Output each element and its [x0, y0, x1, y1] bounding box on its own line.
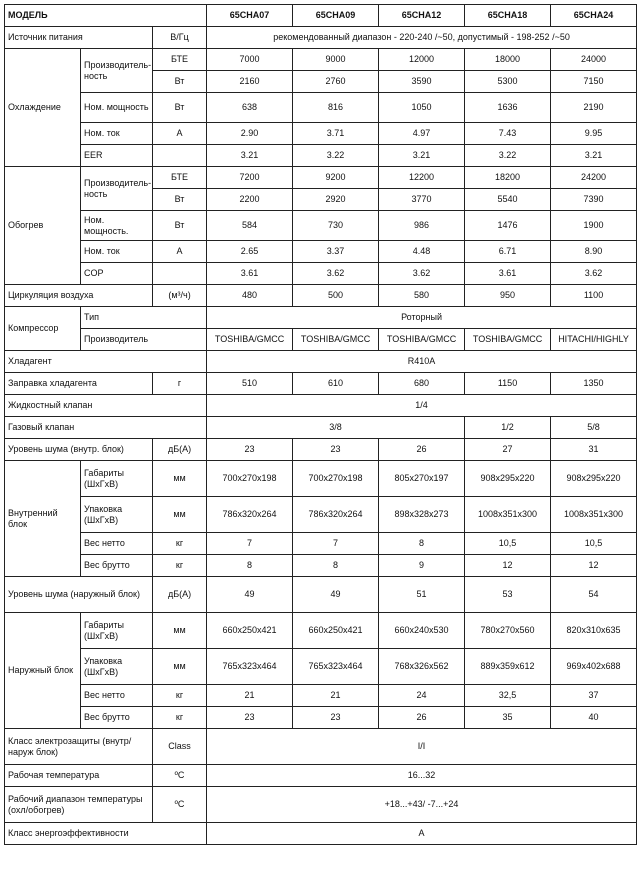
unit-cell: кг: [153, 533, 207, 555]
row-label: Класс энергоэффективности: [5, 823, 207, 845]
unit-cell: [153, 263, 207, 285]
sub-label: Производитель-ность: [81, 167, 153, 211]
cooling-eer-row: [5, 145, 637, 167]
value-cell: 7150: [551, 71, 637, 93]
value-cell: 54: [551, 577, 637, 613]
sub-label: Производитель-ность: [81, 49, 153, 93]
value-cell: 3.62: [551, 263, 637, 285]
row-label: Рабочий диапазон температуры (охл/обогрев): [5, 787, 153, 823]
value-cell: 27: [465, 439, 551, 461]
value-cell: 5540: [465, 189, 551, 211]
value-cell: TOSHIBA/GMCC: [207, 329, 293, 351]
model-name: 65CHA12: [379, 5, 465, 27]
unit-cell: (м³/ч): [153, 285, 207, 307]
value-cell: 24000: [551, 49, 637, 71]
heating-capacity-btu-row: [5, 167, 637, 189]
work-temp-row: [5, 765, 637, 787]
unit-cell: кг: [153, 555, 207, 577]
value-cell: 786x320x264: [293, 497, 379, 533]
unit-cell: ºС: [153, 765, 207, 787]
indoor-gross-row: [5, 555, 637, 577]
value-cell: 49: [207, 577, 293, 613]
value-cell: 12000: [379, 49, 465, 71]
value-cell: 31: [551, 439, 637, 461]
indoor-net-row: [5, 533, 637, 555]
value-cell: 21: [207, 685, 293, 707]
value-cell: 3.21: [379, 145, 465, 167]
indoor-label: Внутренний блок: [5, 461, 81, 577]
value-cell: 3.62: [293, 263, 379, 285]
value-cell: 24: [379, 685, 465, 707]
value-cell: 2190: [551, 93, 637, 123]
row-label: Циркуляция воздуха: [5, 285, 153, 307]
value-cell: 12: [465, 555, 551, 577]
value-cell: 1350: [551, 373, 637, 395]
value-cell: 510: [207, 373, 293, 395]
value-cell: 700x270x198: [293, 461, 379, 497]
indoor-pack-row: [5, 497, 637, 533]
outdoor-dims-row: [5, 613, 637, 649]
value-cell: 1100: [551, 285, 637, 307]
row-label: Жидкостный клапан: [5, 395, 207, 417]
unit-cell: В/Гц: [153, 27, 207, 49]
value-cell: 18000: [465, 49, 551, 71]
sub-label: Вес нетто: [81, 685, 153, 707]
refrigerant-row: [5, 351, 637, 373]
value-cell: 786x320x264: [207, 497, 293, 533]
value-cell: 3.22: [293, 145, 379, 167]
value-cell: TOSHIBA/GMCC: [379, 329, 465, 351]
value-cell: 3.61: [465, 263, 551, 285]
heating-label: Обогрев: [5, 167, 81, 285]
value-cell: 5/8: [551, 417, 637, 439]
value-cell: 10,5: [465, 533, 551, 555]
row-label: Уровень шума (наружный блок): [5, 577, 153, 613]
unit-cell: г: [153, 373, 207, 395]
value-cell: 7: [207, 533, 293, 555]
unit-cell: кг: [153, 685, 207, 707]
value-cell: 889x359x612: [465, 649, 551, 685]
charge-row: [5, 373, 637, 395]
value-cell: 610: [293, 373, 379, 395]
value-cell: 580: [379, 285, 465, 307]
range-temp-row: [5, 787, 637, 823]
value-cell: 986: [379, 211, 465, 241]
indoor-dims-row: [5, 461, 637, 497]
unit-cell: мм: [153, 613, 207, 649]
value-cell: 7.43: [465, 123, 551, 145]
value-cell: 816: [293, 93, 379, 123]
noise-indoor-row: [5, 439, 637, 461]
value-cell: 1/2: [465, 417, 551, 439]
value-cell: 3.71: [293, 123, 379, 145]
value-cell: 8: [379, 533, 465, 555]
value-cell: 9200: [293, 167, 379, 189]
cooling-power-row: [5, 93, 637, 123]
value-cell: 4.97: [379, 123, 465, 145]
airflow-row: [5, 285, 637, 307]
value-cell: 950: [465, 285, 551, 307]
value-cell: 7390: [551, 189, 637, 211]
value-cell: 660x250x421: [293, 613, 379, 649]
value-cell: 1900: [551, 211, 637, 241]
value-cell: 730: [293, 211, 379, 241]
value-cell: 2760: [293, 71, 379, 93]
cooling-label: Охлаждение: [5, 49, 81, 167]
value-cell: 7000: [207, 49, 293, 71]
gas-valve-row: [5, 417, 637, 439]
value-cell: 5300: [465, 71, 551, 93]
value-cell: 3.22: [465, 145, 551, 167]
value-cell: 23: [293, 707, 379, 729]
sub-label: Вес брутто: [81, 555, 153, 577]
row-label: Газовый клапан: [5, 417, 207, 439]
liquid-valve-row: [5, 395, 637, 417]
value-cell: 3590: [379, 71, 465, 93]
unit-cell: Class: [153, 729, 207, 765]
unit-cell: БТЕ: [153, 49, 207, 71]
power-row: [5, 27, 637, 49]
model-name: 65CHA18: [465, 5, 551, 27]
value-cell: 2.65: [207, 241, 293, 263]
value-cell: 768x326x562: [379, 649, 465, 685]
value-cell: 35: [465, 707, 551, 729]
value-cell: 660x250x421: [207, 613, 293, 649]
value-cell: R410A: [207, 351, 637, 373]
value-cell: 10,5: [551, 533, 637, 555]
sub-label: Вес нетто: [81, 533, 153, 555]
unit-cell: дБ(А): [153, 439, 207, 461]
sub-label: Ном. ток: [81, 123, 153, 145]
value-cell: Роторный: [207, 307, 637, 329]
row-label: Хладагент: [5, 351, 207, 373]
value-cell: 9: [379, 555, 465, 577]
sub-label: Упаковка (ШхГхВ): [81, 497, 153, 533]
row-label: Источник питания: [5, 27, 153, 49]
value-cell: 3.37: [293, 241, 379, 263]
value-cell: +18...+43/ -7...+24: [207, 787, 637, 823]
row-label: Рабочая температура: [5, 765, 153, 787]
row-label: Уровень шума (внутр. блок): [5, 439, 153, 461]
value-cell: 805x270x197: [379, 461, 465, 497]
value-cell: 3.62: [379, 263, 465, 285]
protection-row: [5, 729, 637, 765]
sub-label: EER: [81, 145, 153, 167]
value-cell: 7200: [207, 167, 293, 189]
value-cell: 765x323x464: [293, 649, 379, 685]
value-cell: 1/4: [207, 395, 637, 417]
value-cell: 1476: [465, 211, 551, 241]
heating-current-row: [5, 241, 637, 263]
value-cell: 4.48: [379, 241, 465, 263]
heating-power-row: [5, 211, 637, 241]
energy-class-row: [5, 823, 637, 845]
value-cell: 638: [207, 93, 293, 123]
value-cell: 1008x351x300: [551, 497, 637, 533]
model-name: 65CHA07: [207, 5, 293, 27]
unit-cell: мм: [153, 649, 207, 685]
unit-cell: ºС: [153, 787, 207, 823]
value-cell: 53: [465, 577, 551, 613]
value-cell: 23: [293, 439, 379, 461]
sub-label: Вес брутто: [81, 707, 153, 729]
value-cell: 49: [293, 577, 379, 613]
value-cell: 21: [293, 685, 379, 707]
value-cell: 3.21: [207, 145, 293, 167]
value-cell: 12: [551, 555, 637, 577]
value-cell: 18200: [465, 167, 551, 189]
value-cell: 2.90: [207, 123, 293, 145]
row-label: Заправка хладагента: [5, 373, 153, 395]
value-cell: TOSHIBA/GMCC: [293, 329, 379, 351]
sub-label: Ном. мощность: [81, 93, 153, 123]
value-cell: 908x295x220: [465, 461, 551, 497]
compressor-label: Компрессор: [5, 307, 81, 351]
noise-outdoor-row: [5, 577, 637, 613]
unit-cell: кг: [153, 707, 207, 729]
model-name: 65CHA24: [551, 5, 637, 27]
value-cell: 1050: [379, 93, 465, 123]
value-cell: 2200: [207, 189, 293, 211]
value-cell: 3/8: [207, 417, 465, 439]
value-cell: 26: [379, 439, 465, 461]
header-row: [5, 5, 637, 27]
value-cell: 3.21: [551, 145, 637, 167]
sub-label: Ном. ток: [81, 241, 153, 263]
value-cell: 8: [293, 555, 379, 577]
sub-label: Ном. мощность.: [81, 211, 153, 241]
unit-cell: [153, 145, 207, 167]
sub-label: Упаковка (ШхГхВ): [81, 649, 153, 685]
sub-label: Габариты (ШхГхВ): [81, 461, 153, 497]
value-cell: 3.61: [207, 263, 293, 285]
value-cell: 1636: [465, 93, 551, 123]
value-cell: 23: [207, 707, 293, 729]
value-cell: 16...32: [207, 765, 637, 787]
outdoor-label: Наружный блок: [5, 613, 81, 729]
value-cell: 765x323x464: [207, 649, 293, 685]
value-cell: А: [207, 823, 637, 845]
value-cell: 51: [379, 577, 465, 613]
sub-label: Производитель: [81, 329, 207, 351]
value-cell: 12200: [379, 167, 465, 189]
unit-cell: мм: [153, 497, 207, 533]
value-cell: 23: [207, 439, 293, 461]
value-cell: 584: [207, 211, 293, 241]
value-cell: 3770: [379, 189, 465, 211]
value-cell: 6.71: [465, 241, 551, 263]
unit-cell: А: [153, 123, 207, 145]
outdoor-net-row: [5, 685, 637, 707]
unit-cell: Вт: [153, 211, 207, 241]
model-name: 65CHA09: [293, 5, 379, 27]
value-cell: 1150: [465, 373, 551, 395]
value-cell: 2160: [207, 71, 293, 93]
outdoor-gross-row: [5, 707, 637, 729]
value-cell: 480: [207, 285, 293, 307]
cooling-current-row: [5, 123, 637, 145]
value-cell: 24200: [551, 167, 637, 189]
heating-cop-row: [5, 263, 637, 285]
value-cell: 700x270x198: [207, 461, 293, 497]
model-header: МОДЕЛЬ: [5, 5, 207, 27]
value-cell: I/I: [207, 729, 637, 765]
value-cell: 9.95: [551, 123, 637, 145]
value-cell: 898x328x273: [379, 497, 465, 533]
row-label: Класс электрозащиты (внутр/наруж блок): [5, 729, 153, 765]
value-cell: рекомендованный диапазон - 220-240 /~50, допустимый - 198-252 /~50: [207, 27, 637, 49]
value-cell: 660x240x530: [379, 613, 465, 649]
value-cell: 2920: [293, 189, 379, 211]
value-cell: 908x295x220: [551, 461, 637, 497]
compressor-type-row: [5, 307, 637, 329]
value-cell: HITACHI/HIGHLY: [551, 329, 637, 351]
value-cell: 500: [293, 285, 379, 307]
outdoor-pack-row: [5, 649, 637, 685]
value-cell: 37: [551, 685, 637, 707]
compressor-maker-row: [5, 329, 637, 351]
unit-cell: дБ(А): [153, 577, 207, 613]
value-cell: 32,5: [465, 685, 551, 707]
unit-cell: А: [153, 241, 207, 263]
unit-cell: Вт: [153, 71, 207, 93]
unit-cell: Вт: [153, 189, 207, 211]
value-cell: 969x402x688: [551, 649, 637, 685]
value-cell: 1008x351x300: [465, 497, 551, 533]
value-cell: 780x270x560: [465, 613, 551, 649]
sub-label: Тип: [81, 307, 207, 329]
unit-cell: мм: [153, 461, 207, 497]
spec-table: [4, 4, 637, 845]
value-cell: 26: [379, 707, 465, 729]
value-cell: TOSHIBA/GMCC: [465, 329, 551, 351]
unit-cell: БТЕ: [153, 167, 207, 189]
value-cell: 820x310x635: [551, 613, 637, 649]
sub-label: COP: [81, 263, 153, 285]
value-cell: 40: [551, 707, 637, 729]
value-cell: 7: [293, 533, 379, 555]
value-cell: 8.90: [551, 241, 637, 263]
value-cell: 9000: [293, 49, 379, 71]
cooling-capacity-btu-row: [5, 49, 637, 71]
value-cell: 680: [379, 373, 465, 395]
sub-label: Габариты (ШхГхВ): [81, 613, 153, 649]
value-cell: 8: [207, 555, 293, 577]
unit-cell: Вт: [153, 93, 207, 123]
